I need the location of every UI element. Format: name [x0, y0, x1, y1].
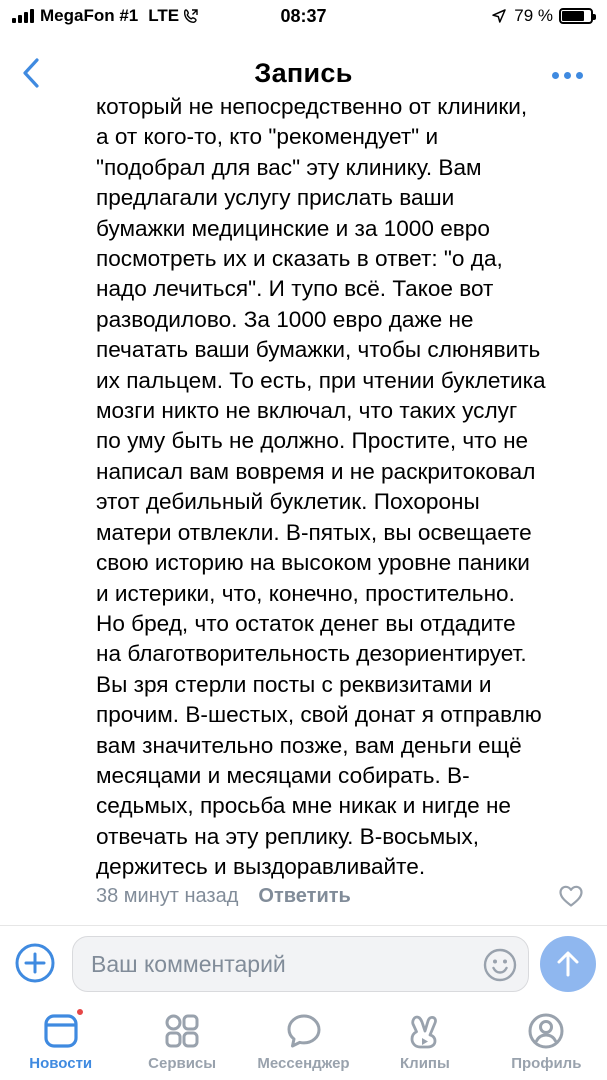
tab-services[interactable] — [121, 1001, 242, 1080]
comment-scroll-area[interactable] — [0, 94, 607, 922]
location-arrow-icon — [492, 9, 506, 23]
plus-circle-icon — [14, 942, 56, 984]
news-icon — [41, 1011, 81, 1051]
more-options-button[interactable] — [547, 62, 587, 88]
comment-composer — [0, 925, 607, 1001]
reply-button[interactable]: Ответить — [258, 885, 351, 907]
comment-input[interactable] — [91, 937, 471, 991]
more-horizontal-icon — [552, 72, 559, 79]
page-title: Запись — [254, 58, 353, 88]
battery-icon — [559, 8, 593, 24]
tab-profile[interactable] — [486, 1001, 607, 1080]
services-grid-icon — [162, 1011, 202, 1051]
add-attachment-button[interactable] — [14, 942, 56, 984]
heart-outline-icon — [557, 882, 585, 910]
tab-messenger[interactable] — [243, 1001, 364, 1080]
comment-meta — [96, 885, 351, 908]
like-button[interactable] — [557, 882, 585, 910]
message-bubble-icon — [284, 1011, 324, 1051]
comment-text: который не непосредственно от клиники, а от кого-то, кто "рекомендует" и "подобрал для вас" эту клинику. Вам предлагали услугу прислать ваши бумажки медицинские и за 1000 евро посмотреть их и сказать в ответ: "о да, надо лечиться". И тупо всё. Такое вот разводилово. За 1000 евро даже не печатать ваши бумажки, чтобы слюнявить их пальцем. То есть, при чтении буклетика мозги никто не включал, что таких услуг по уму быть не должно. Простите, что не написал вам вовремя и не раскритоковал этот дебильный буклетик. Похороны матери отвлекли. В-пятых, вы освещаете свою историю на высоком уровне паники и истерики, что, конечно, простительно. Но бред, что остаток денег вы отдадите на благотворительность дезориентирует. Вы зря стерли посты с реквизитами и прочим. В-шестых, свой донат я отправлю вам значительно позже, вам деньги ещё месяцами и месяцами собирать. В- седьмых, просьба мне никак и нигде не отвечать на эту реплику. В-восьмых, держитесь и выздоравливайте. — [96, 94, 546, 880]
carrier-name: MegaFon #1 — [40, 6, 139, 25]
tab-news[interactable] — [0, 1001, 121, 1080]
tab-label: Профиль — [511, 1055, 582, 1072]
comment-timestamp: 38 минут назад — [96, 885, 239, 907]
tab-label: Сервисы — [148, 1055, 217, 1072]
tab-label: Мессенджер — [257, 1055, 350, 1072]
tab-bar — [0, 1001, 607, 1080]
network-type: LTE — [148, 6, 180, 25]
arrow-up-icon — [555, 950, 581, 978]
status-right — [492, 6, 593, 26]
comment-input-box[interactable] — [72, 936, 529, 992]
tab-label: Клипы — [400, 1055, 450, 1072]
clips-icon — [405, 1011, 445, 1051]
status-time: 08:37 — [280, 6, 327, 26]
profile-icon — [526, 1011, 566, 1051]
tab-clips[interactable] — [364, 1001, 485, 1080]
tab-label: Новости — [29, 1055, 93, 1072]
status-bar — [0, 0, 607, 36]
notification-badge — [75, 1007, 85, 1017]
battery-percent: 79 % — [514, 6, 553, 25]
emoji-button[interactable] — [482, 947, 518, 983]
send-button[interactable] — [540, 936, 596, 992]
smile-icon — [482, 947, 518, 983]
